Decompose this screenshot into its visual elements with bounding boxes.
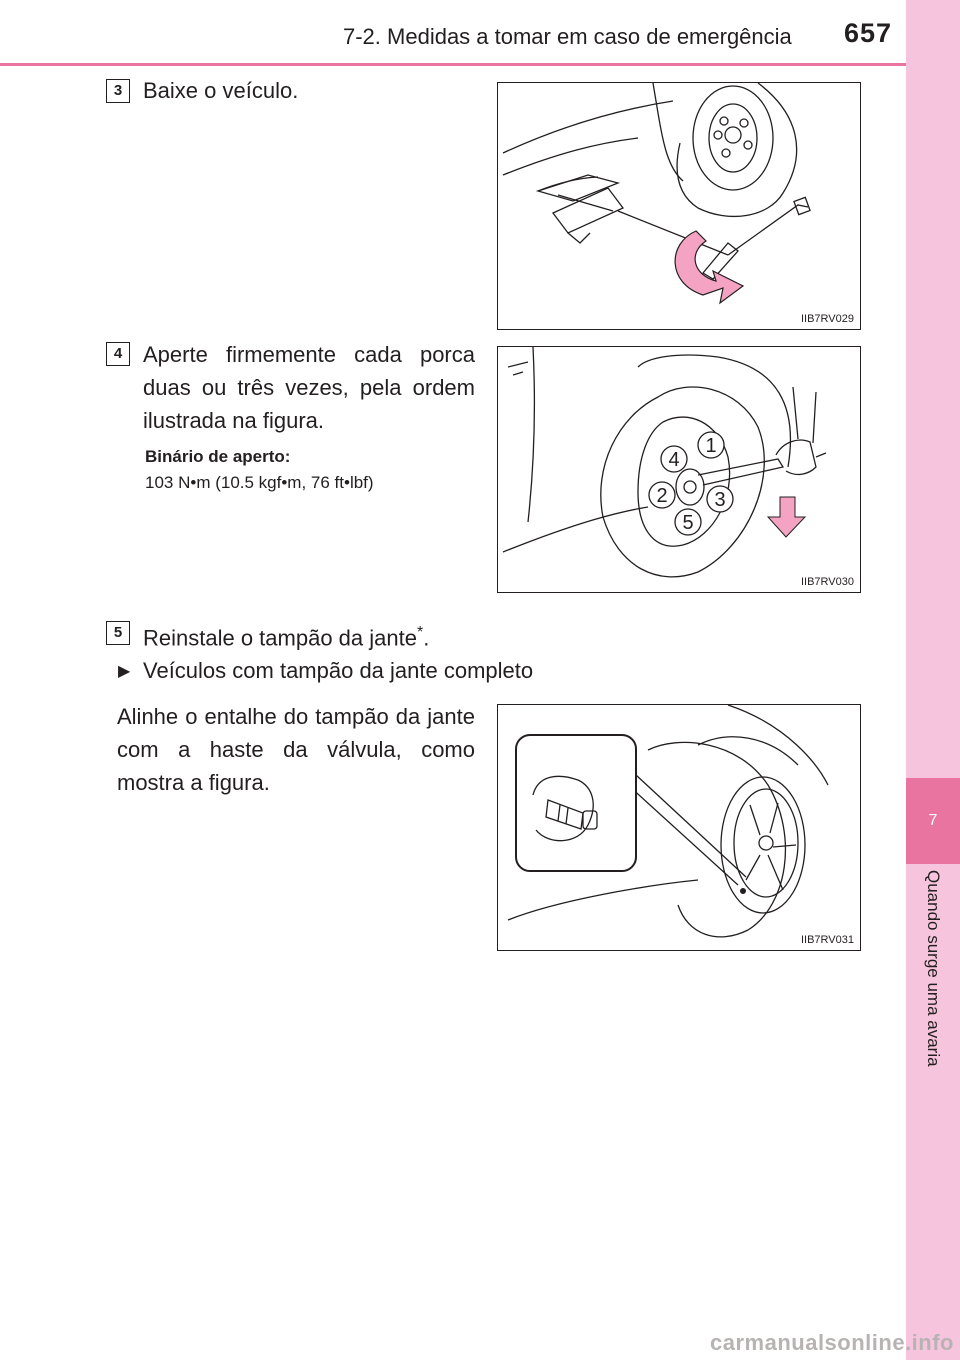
nut-callout-1: 1 <box>705 435 717 457</box>
watermark: carmanualsonline.info <box>710 1330 954 1355</box>
chapter-title: Quando surge uma avaria <box>924 870 943 1067</box>
step-4-text: Aperte firmemente cada porca duas ou três vezes, pela ordem ilustrada na figura. <box>143 342 475 433</box>
step-3-text: Baixe o veículo. <box>143 78 299 103</box>
figure-code: IIB7RV029 <box>800 313 854 325</box>
figure-wheel-cap <box>497 704 861 951</box>
footnote-mark: * <box>416 624 424 641</box>
figure-code: IIB7RV030 <box>800 576 854 588</box>
torque-value: 103 N•m (10.5 kgf•m, 76 ft•lbf) <box>145 473 374 492</box>
figure-lower-vehicle <box>497 82 861 330</box>
page-number: 657 <box>844 18 893 48</box>
jack-lowering-illustration <box>498 83 860 329</box>
bullet-arrow-icon: ▶ <box>118 663 131 680</box>
step-5-label: Reinstale o tampão da jante <box>143 625 417 651</box>
wheel-nut-order-illustration <box>498 347 860 592</box>
nut-callout-3: 3 <box>714 489 726 511</box>
figure-code: IIB7RV031 <box>800 934 854 946</box>
chapter-sidebar <box>906 0 960 1360</box>
header-rule <box>0 63 906 66</box>
nut-callout-5: 5 <box>682 512 694 534</box>
bullet-text: Veículos com tampão da jante completo <box>143 658 534 683</box>
section-title: 7-2. Medidas a tomar em caso de emergência <box>343 24 792 49</box>
nut-callout-2: 2 <box>656 485 668 507</box>
step-5-detail: Alinhe o entalhe do tampão da jante com a haste da válvula, como mostra a figura. <box>117 704 475 795</box>
wheel-cap-illustration <box>498 705 860 950</box>
step-number-5: 5 <box>106 621 130 645</box>
step-5-text: Reinstale o tampão da jante*. <box>143 624 430 651</box>
figure-tighten-nuts <box>497 346 861 593</box>
nut-callout-4: 4 <box>668 449 680 471</box>
step-number-3: 3 <box>106 79 130 103</box>
torque-label: Binário de aperto: <box>145 447 291 466</box>
chapter-tab[interactable]: 7 <box>906 778 960 864</box>
step-number-4: 4 <box>106 342 130 366</box>
